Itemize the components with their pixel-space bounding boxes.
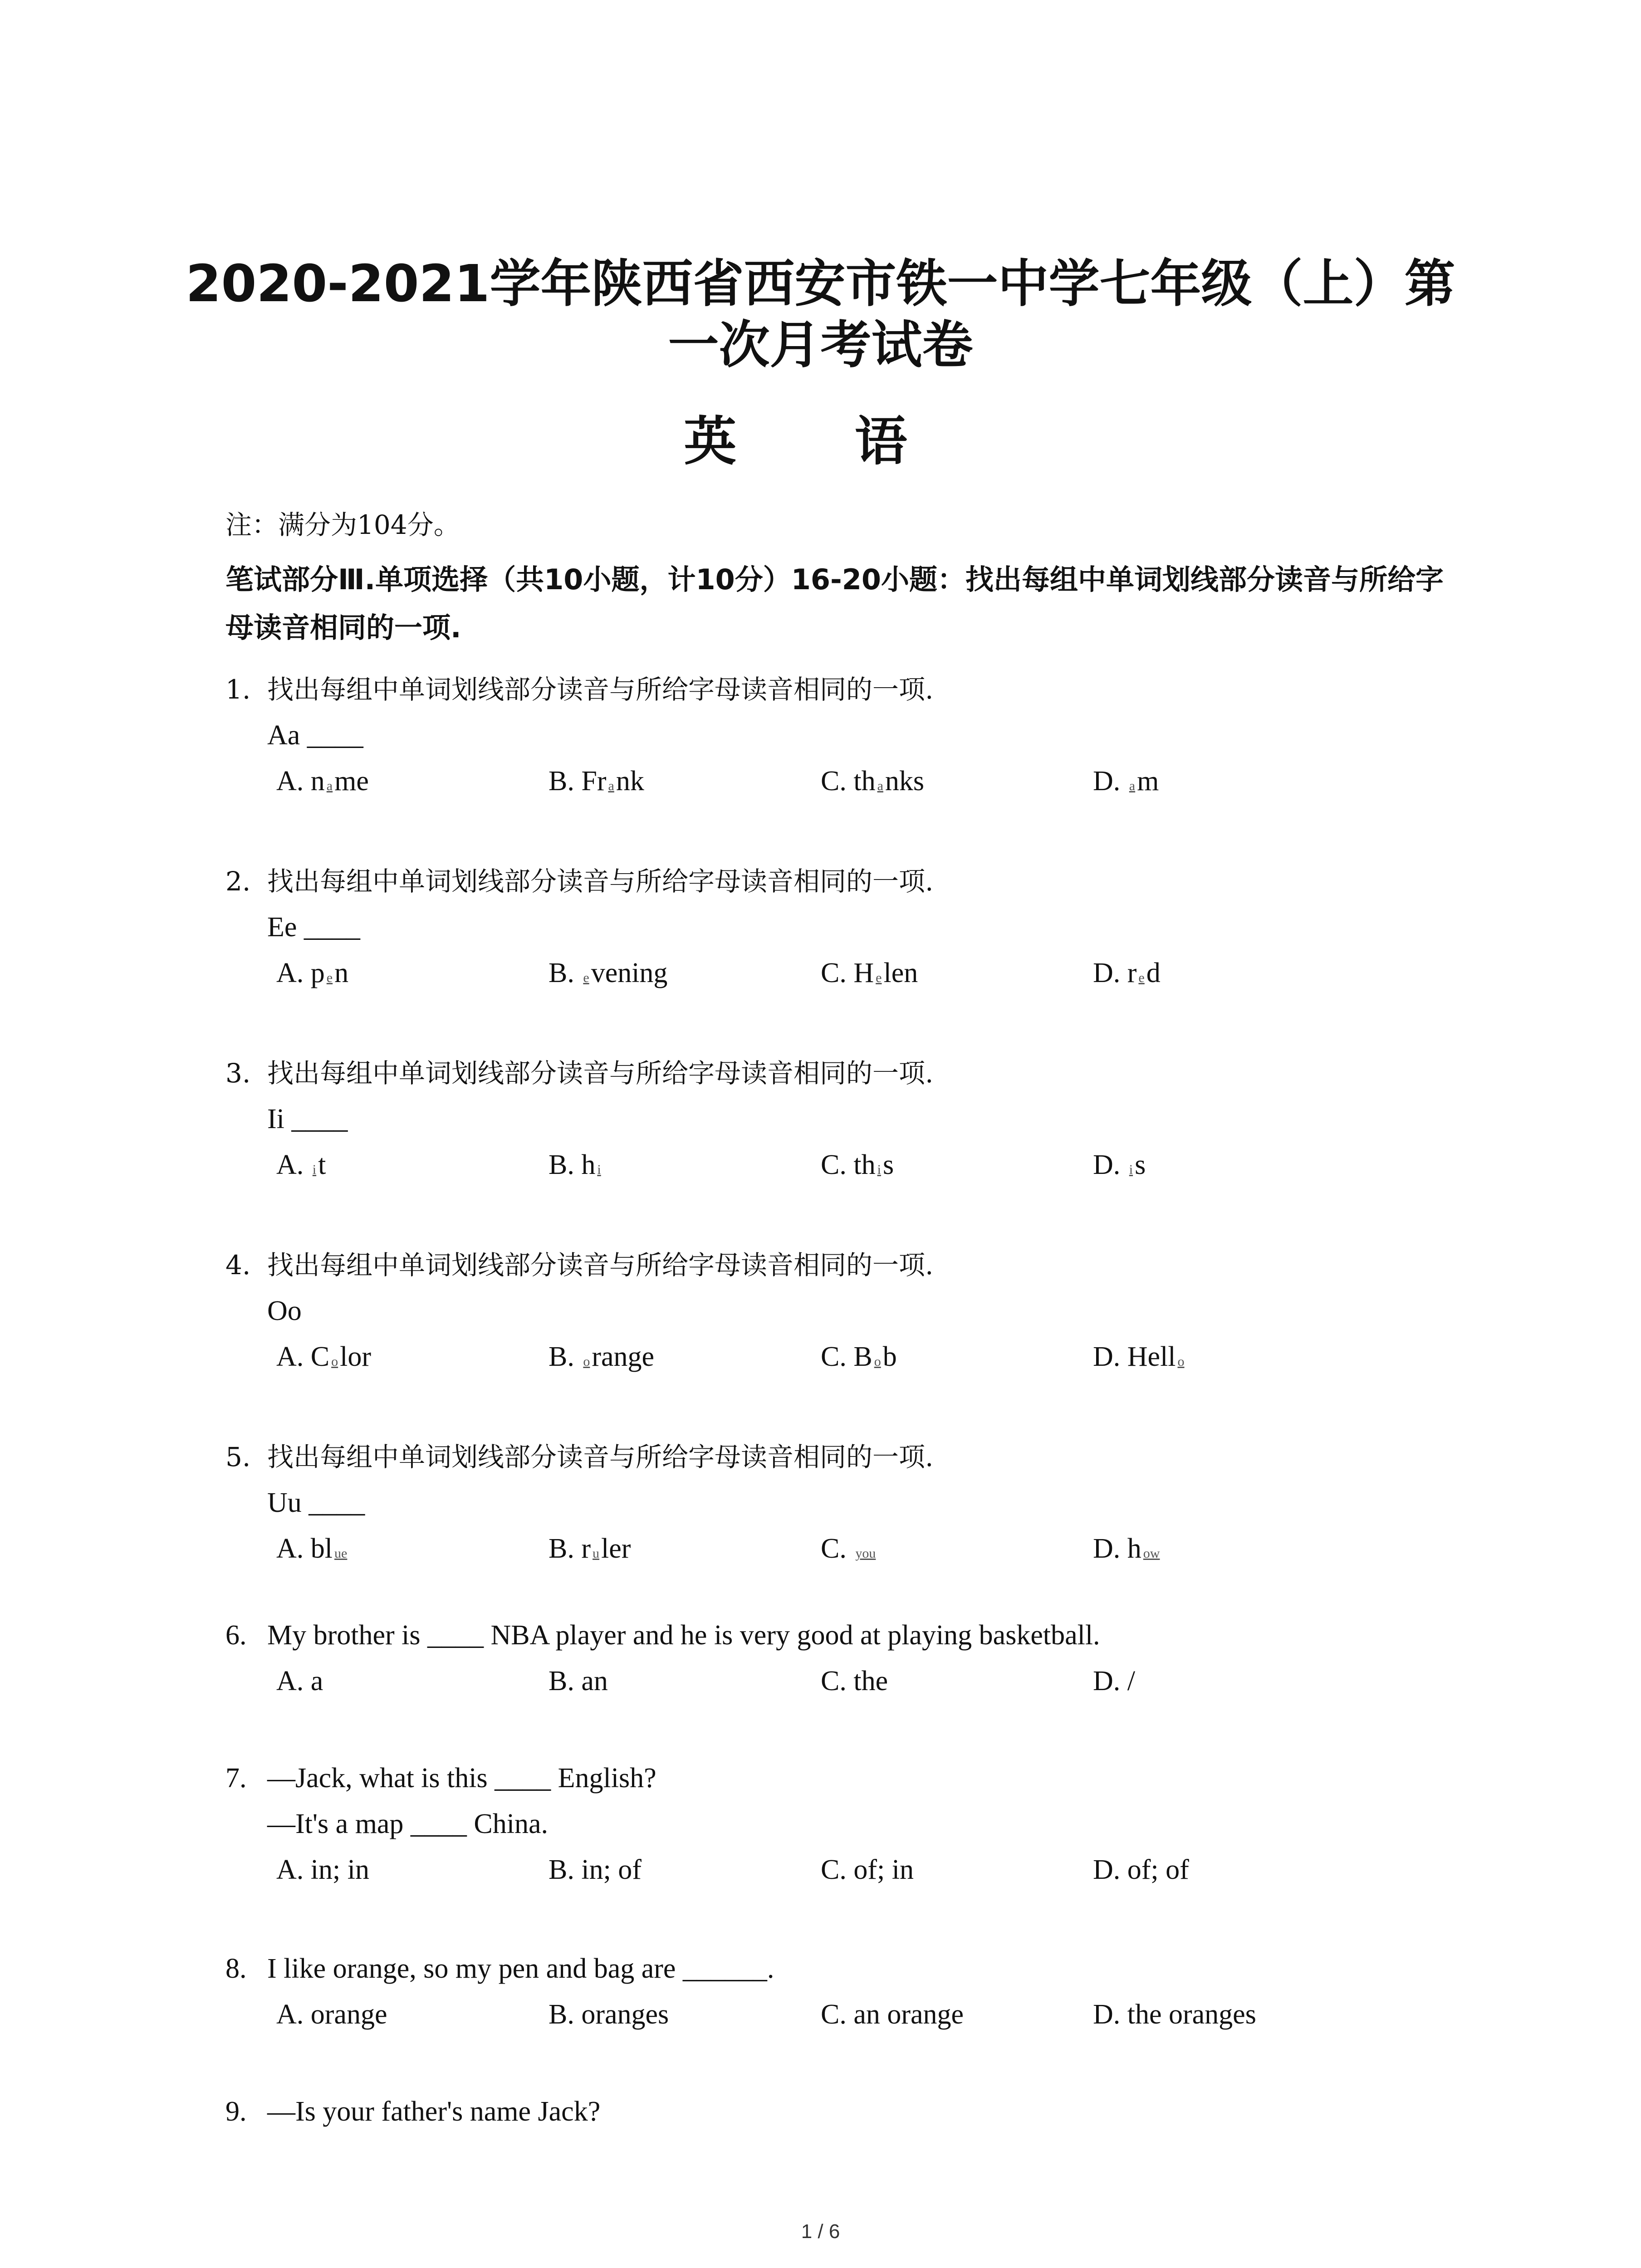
underlined-letters: you (855, 1546, 876, 1561)
underlined-letters: o (1177, 1354, 1185, 1369)
question-stem: —Jack, what is this ____ English? (267, 1763, 656, 1794)
question-number: 5. (225, 1442, 251, 1472)
question-stem-2: —It's a map ____ China. (267, 1809, 549, 1839)
option-a: A. p en (276, 950, 348, 1001)
exam-title-line1: 2020-2021学年陕西省西安市铁一中学七年级（上）第 (186, 254, 1455, 313)
option-c: C. H elen (821, 950, 918, 1001)
page-number: 1 / 6 (801, 2220, 840, 2243)
question-instruction: 找出每组中单词划线部分读音与所给字母读音相同的一项. (267, 866, 934, 897)
question-8 (225, 1946, 1496, 2038)
option-b: B. r uler (549, 1526, 631, 1576)
underlined-letters: a (608, 778, 614, 793)
question-4 (225, 1242, 1496, 1380)
underlined-letters: ue (334, 1546, 348, 1561)
underlined-letters: u (593, 1546, 599, 1561)
underlined-letters: i (877, 1162, 881, 1177)
option-a: A. C olor (276, 1334, 371, 1384)
option-b: B. evening (549, 950, 667, 1001)
underlined-letters: a (326, 778, 333, 793)
option-a: A. in; in (276, 1854, 369, 1885)
option-c: C. th anks (821, 758, 924, 809)
target-letter: Oo (267, 1295, 302, 1326)
underlined-letters: e (583, 970, 589, 985)
option-d: D. the oranges (1093, 1999, 1256, 2030)
question-instruction: 找出每组中单词划线部分读音与所给字母读音相同的一项. (267, 674, 934, 705)
option-c: C. B ob (821, 1334, 897, 1384)
underlined-letters: i (597, 1162, 601, 1177)
option-d: D. Hell o (1093, 1334, 1186, 1384)
option-d: D. of; of (1093, 1854, 1189, 1885)
question-5 (225, 1434, 1496, 1572)
option-b: B. in; of (549, 1854, 642, 1885)
option-b: B. orange (549, 1334, 654, 1384)
option-b: B. h i (549, 1142, 603, 1193)
underlined-letters: a (877, 778, 883, 793)
question-stem: —Is your father's name Jack? (267, 2096, 601, 2127)
option-c: C. the (821, 1666, 888, 1696)
question-number: 7. (225, 1763, 247, 1794)
option-c: C. you (821, 1526, 877, 1576)
option-b: B. Fr ank (549, 758, 644, 809)
question-instruction: 找出每组中单词划线部分读音与所给字母读音相同的一项. (267, 1442, 934, 1472)
question-number: 3. (225, 1058, 251, 1089)
target-letter: Ee ____ (267, 912, 360, 943)
option-c: C. an orange (821, 1999, 964, 2030)
option-a: A. bl ue (276, 1526, 349, 1576)
question-number: 1. (225, 674, 251, 705)
option-a: A. orange (276, 1999, 387, 2030)
option-b: B. oranges (549, 1999, 669, 2030)
underlined-letters: i (1129, 1162, 1133, 1177)
option-a: A. n ame (276, 758, 369, 809)
underlined-letters: e (326, 970, 333, 985)
option-d: D. is (1093, 1142, 1146, 1193)
question-stem: My brother is ____ NBA player and he is very good at playing basketball. (267, 1620, 1100, 1651)
question-1 (225, 667, 1496, 804)
question-2 (225, 859, 1496, 996)
underlined-letters: i (312, 1162, 317, 1177)
question-9 (225, 2089, 1496, 2135)
option-d: D. am (1093, 758, 1159, 809)
option-a: A. it (276, 1142, 326, 1193)
underlined-letters: a (1129, 778, 1136, 793)
option-c: C. th is (821, 1142, 894, 1193)
option-d: D. r ed (1093, 950, 1161, 1001)
question-7 (225, 1755, 1496, 1893)
question-number: 6. (225, 1620, 247, 1651)
question-instruction: 找出每组中单词划线部分读音与所给字母读音相同的一项. (267, 1058, 934, 1089)
question-6 (225, 1613, 1496, 1704)
question-number: 4. (225, 1250, 251, 1281)
score-note: 注：满分为104分。 (225, 509, 460, 540)
underlined-letters: e (1138, 970, 1145, 985)
subject-heading: 英 语 (684, 411, 957, 472)
target-letter: Uu ____ (267, 1487, 365, 1518)
question-3 (225, 1051, 1496, 1188)
option-c: C. of; in (821, 1854, 914, 1885)
option-d: D. / (1093, 1666, 1135, 1696)
underlined-letters: o (583, 1354, 590, 1369)
question-number: 8. (225, 1953, 247, 1984)
section-header: 笔试部分Ⅲ.单项选择（共10小题，计10分）16-20小题：找出每组中单词划线部分读音与所给字母读音相同的一项. (225, 563, 1444, 644)
exam-title-line2: 一次月考试卷 (668, 316, 973, 375)
question-stem: I like orange, so my pen and bag are ______. (267, 1953, 774, 1984)
question-number: 2. (225, 866, 251, 897)
option-b: B. an (549, 1666, 608, 1696)
underlined-letters: e (876, 970, 882, 985)
option-a: A. a (276, 1666, 323, 1696)
option-d: D. h ow (1093, 1526, 1161, 1576)
underlined-letters: o (331, 1354, 338, 1369)
underlined-letters: o (874, 1354, 881, 1369)
target-letter: Ii ____ (267, 1104, 348, 1134)
target-letter: Aa ____ (267, 720, 363, 751)
question-instruction: 找出每组中单词划线部分读音与所给字母读音相同的一项. (267, 1250, 934, 1281)
question-number: 9. (225, 2096, 247, 2127)
underlined-letters: ow (1143, 1546, 1160, 1561)
